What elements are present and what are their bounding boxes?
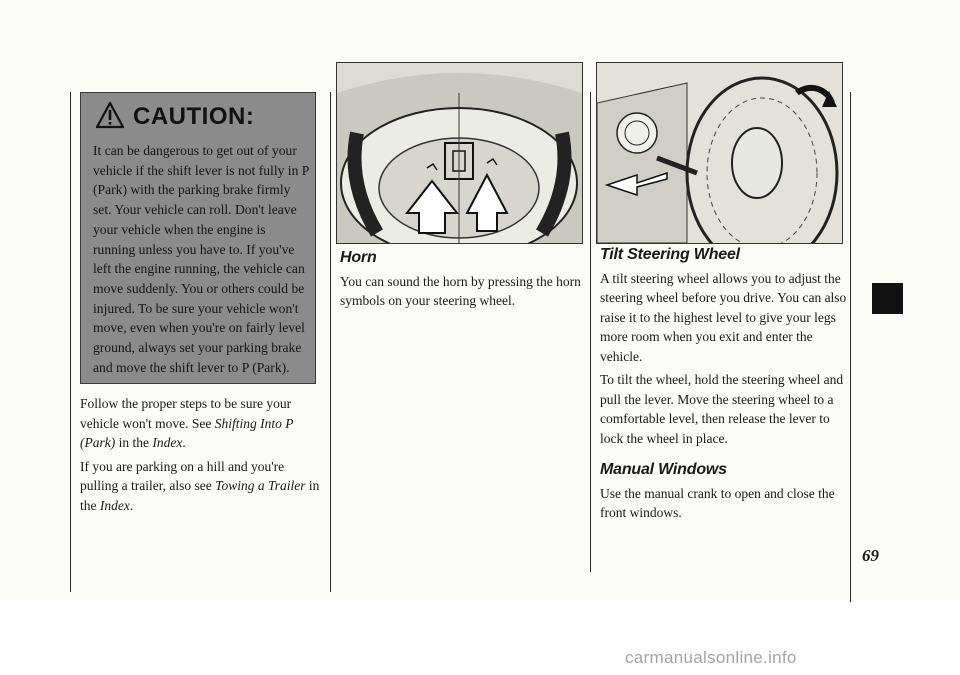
parking-paragraph-1: Follow the proper steps to be sure your vehicle won't move. See Shifting Into P (Park) in the Index. xyxy=(80,396,294,450)
section-tab-marker xyxy=(872,283,903,314)
watermark-text: carmanualsonline.info xyxy=(625,648,797,667)
column-rule-middle xyxy=(330,92,331,592)
parking-paragraph-2: If you are parking on a hill and you're pulling a trailer, also see Towing a Trailer in the Index. xyxy=(80,458,320,513)
column-rule-outer xyxy=(850,92,851,602)
horn-column xyxy=(340,248,585,315)
caution-box xyxy=(80,92,316,384)
tilt-heading: Tilt Steering Wheel xyxy=(600,246,740,263)
tilt-paragraph-2: To tilt the wheel, hold the steering wheel and pull the lever. Move the steering wheel to a comfortable level, then release the lever to lock the wheel in place. xyxy=(600,372,844,446)
column-rule-left xyxy=(70,92,71,592)
tilt-steering-illustration xyxy=(596,62,843,244)
horn-heading: Horn xyxy=(340,249,377,266)
caution-title: CAUTION: xyxy=(133,103,255,130)
column-rule-right xyxy=(590,92,591,572)
tilt-column xyxy=(600,245,848,527)
windows-paragraph: Use the manual crank to open and close the front windows. xyxy=(600,485,835,520)
tilt-paragraph-1: A tilt steering wheel allows you to adjust the steering wheel before you drive. You can also raise it to the highest level to give your legs more room when you exit and enter the vehicle. xyxy=(600,270,847,364)
caution-text: It can be dangerous to get out of your vehicle if the shift lever is not fully in P (Park) with the parking brake firmly set. Your vehicle can roll. Don't leave your vehicle when the engine is running unless you have to. If you've left the engine running, the vehicle can move suddenly. You or others could be injured. To be sure your vehicle won't move, even when you're on fairly level ground, always set your parking brake and move the shift lever to P (Park). xyxy=(93,143,309,375)
caution-header xyxy=(95,97,309,137)
parking-text-column xyxy=(80,394,320,519)
horn-illustration xyxy=(336,62,583,244)
windows-heading: Manual Windows xyxy=(600,461,727,478)
page-number: 69 xyxy=(862,546,879,565)
horn-paragraph: You can sound the horn by pressing the horn symbols on your steering wheel. xyxy=(340,273,581,308)
warning-triangle-icon xyxy=(95,101,125,134)
